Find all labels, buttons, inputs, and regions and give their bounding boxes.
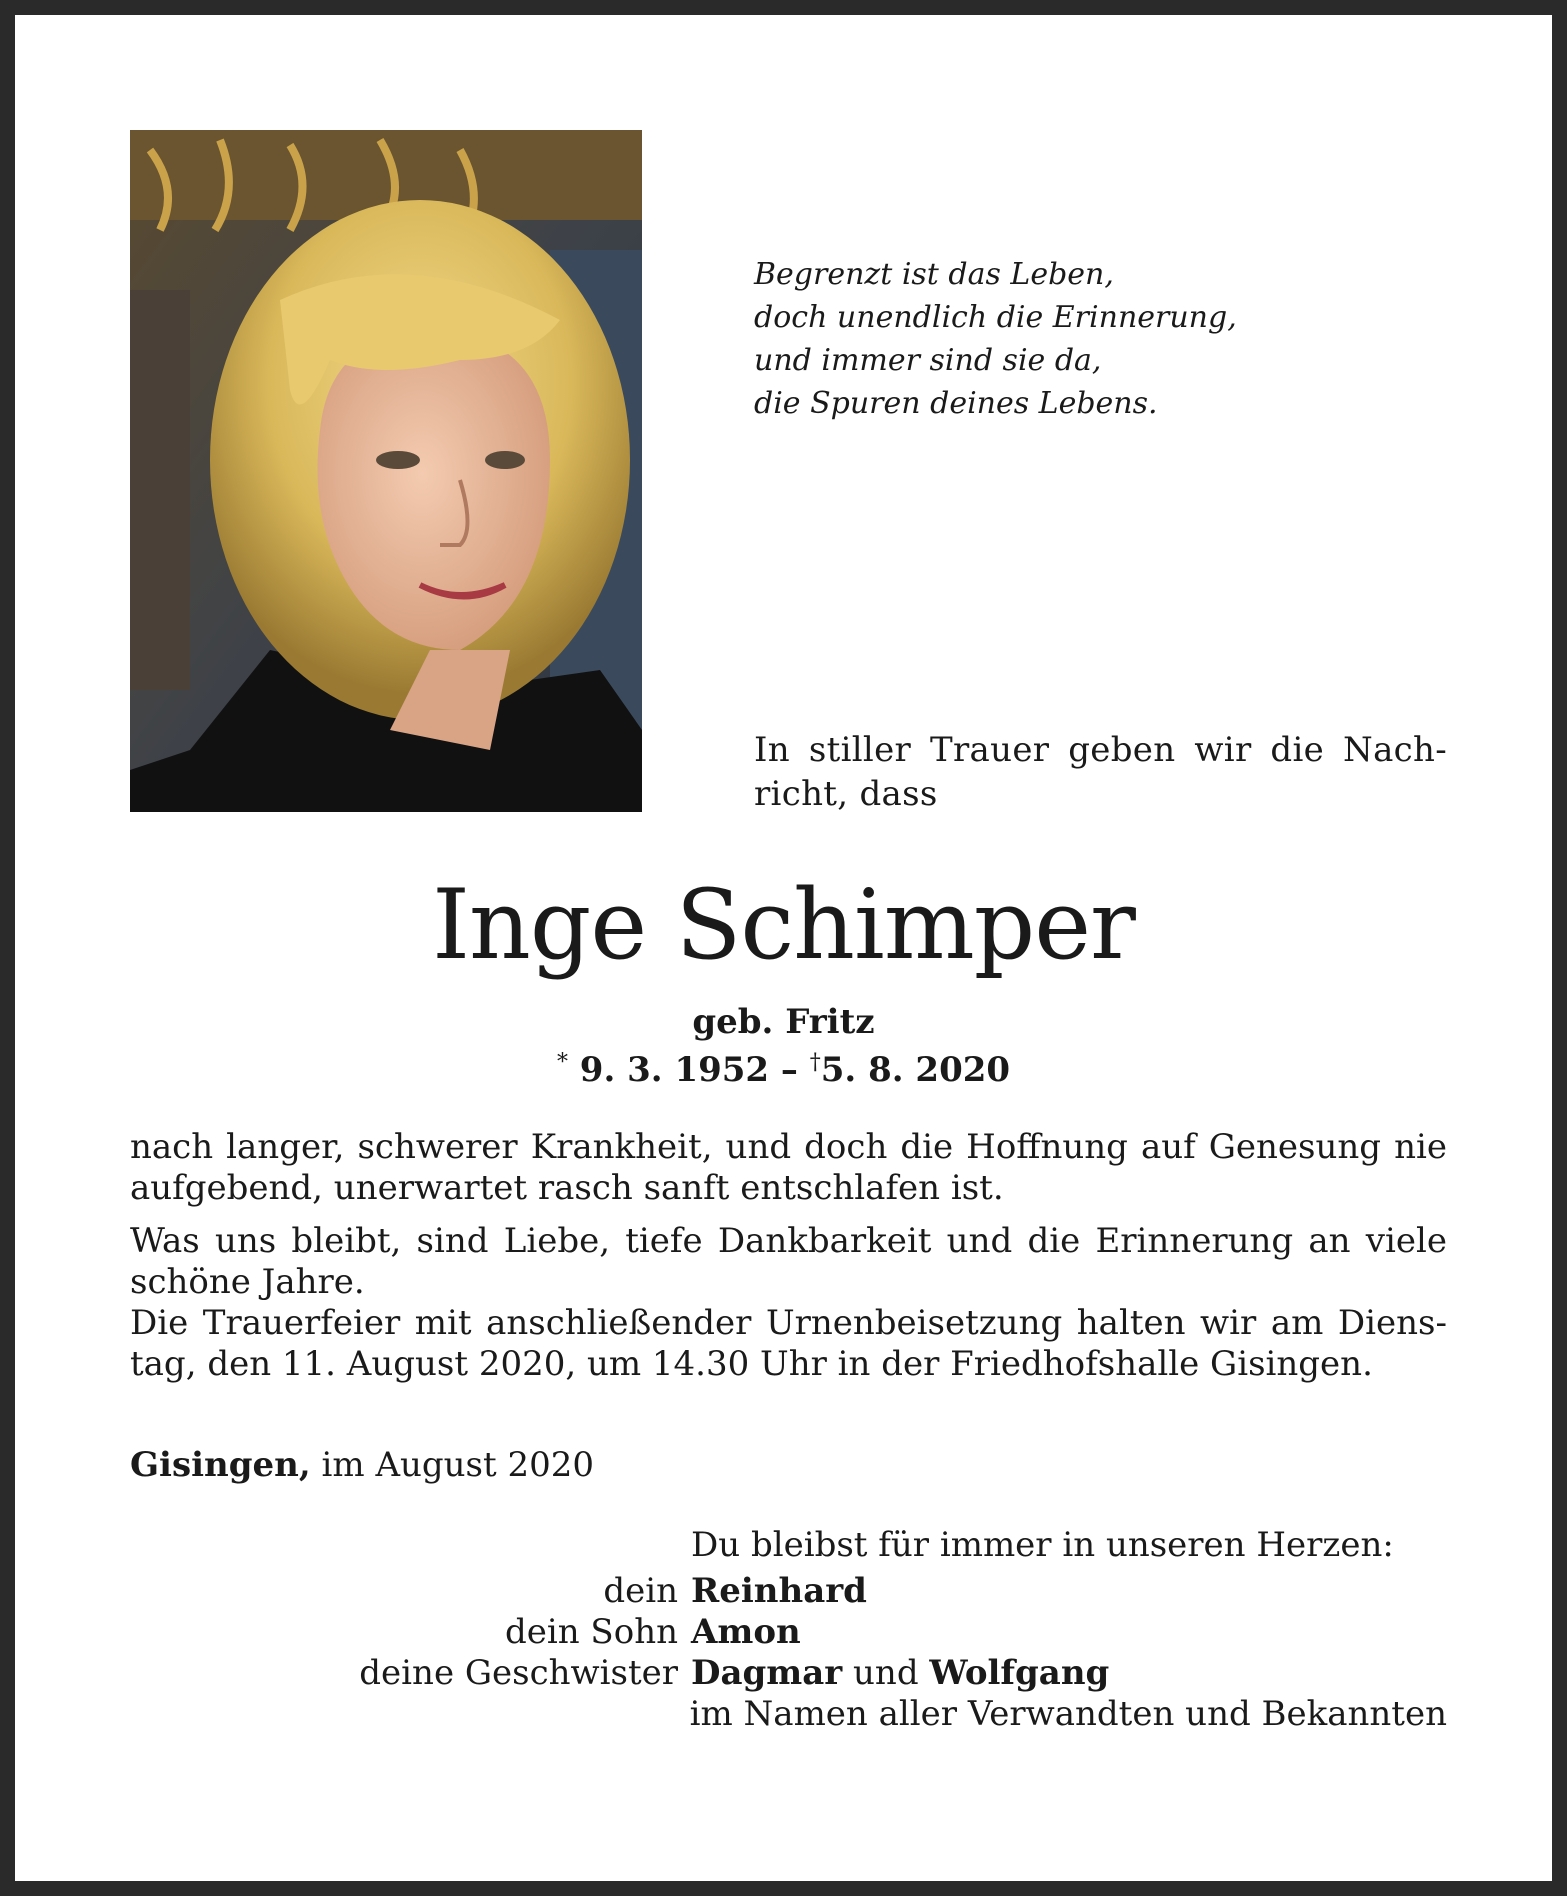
signature-names [691, 1571, 867, 1612]
closing-line: Du bleibst für immer in unseren Herzen: [691, 1525, 1394, 1565]
poem-line: die Spuren deines Lebens. [754, 386, 1158, 421]
poem [754, 253, 1237, 425]
death-date: 5. 8. 2020 [820, 1050, 1011, 1090]
poem-line: doch unendlich die Erinnerung, [754, 300, 1237, 335]
signature-role: dein [603, 1571, 678, 1611]
portrait-photo [130, 130, 642, 812]
maiden-name: geb. Fritz [692, 1002, 875, 1042]
signature-name: Reinhard [691, 1571, 867, 1611]
signatures [130, 1571, 1447, 1735]
signature-row [130, 1612, 1447, 1653]
signature-names [691, 1653, 1109, 1694]
body-paragraph: Die Trauerfeier mit anschließender Urnenbeisetzung halten wir am Diens- tag, den 11. August 2020, um 14.30 Uhr in der Friedhofshalle Gisingen. [130, 1303, 1447, 1384]
body-paragraph: Was uns bleibt, sind Liebe, tiefe Dankbarkeit und die Erinnerung an viele schöne Jahre. [130, 1221, 1447, 1302]
obituary-body [130, 1127, 1447, 1385]
deceased-name: Inge Schimper [432, 869, 1135, 981]
signature-name: Wolfgang [929, 1653, 1110, 1693]
life-dates [15, 1041, 1552, 1092]
birth-date: 9. 3. 1952 [579, 1050, 770, 1090]
signature-names [691, 1612, 801, 1653]
intro-text: In stiller Trauer geben wir die Nach- richt, dass [754, 730, 1447, 814]
signature-name: Amon [691, 1612, 801, 1652]
signature-conjunction: und [853, 1653, 919, 1693]
signature-row [130, 1694, 1447, 1735]
signature-role: dein Sohn [504, 1612, 678, 1652]
place-date [130, 1443, 594, 1487]
poem-line: und immer sind sie da, [754, 343, 1102, 378]
signature-footer: im Namen aller Verwandten und Bekannten [689, 1694, 1447, 1734]
obituary-page [15, 15, 1552, 1881]
birth-symbol: * [556, 1050, 568, 1075]
signature-role-empty [130, 1694, 690, 1735]
signature-row [130, 1571, 1447, 1612]
signature-name: Dagmar [691, 1653, 843, 1693]
signature-role: deine Geschwister [359, 1653, 678, 1693]
portrait-image [130, 130, 642, 812]
place-date-text: im August 2020 [321, 1445, 594, 1485]
place-town: Gisingen, [130, 1445, 311, 1485]
poem-line: Begrenzt ist das Leben, [754, 257, 1114, 292]
body-paragraph: nach langer, schwerer Krankheit, und doch die Hoffnung auf Genesung nie aufgebend, unerwartet rasch sanft entschlafen ist. [130, 1127, 1447, 1208]
date-separator: – [780, 1050, 798, 1090]
signature-row [130, 1653, 1447, 1694]
death-symbol: † [809, 1050, 821, 1075]
